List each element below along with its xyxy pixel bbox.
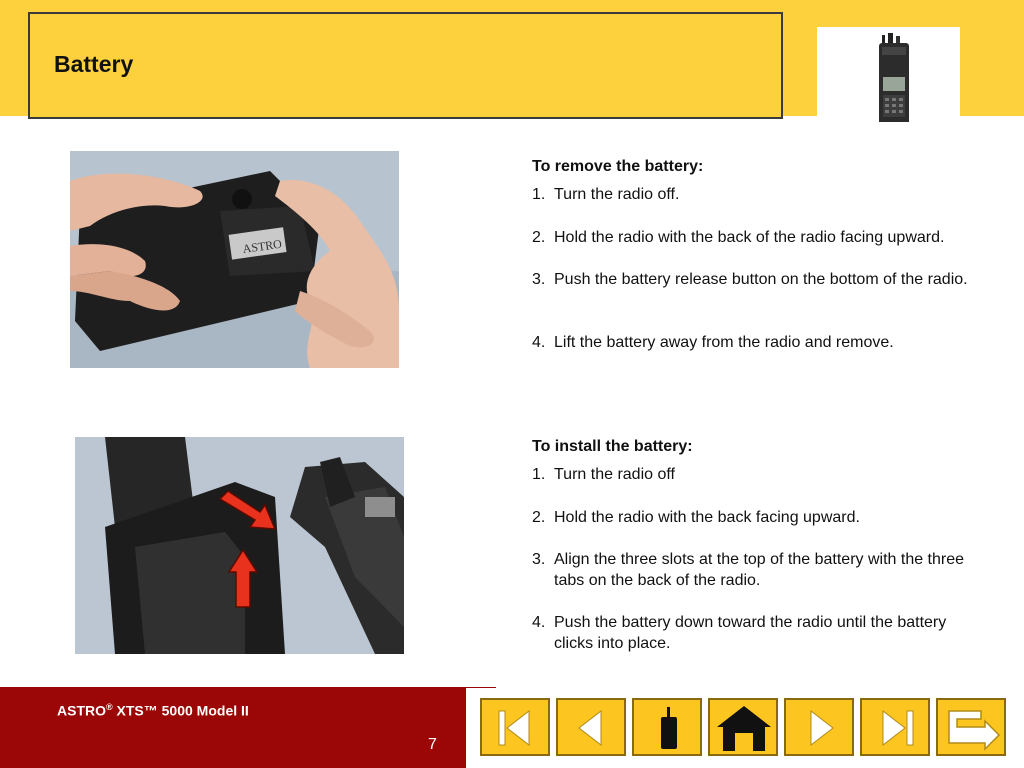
title-box [28,12,783,119]
first-page-button[interactable] [480,698,550,756]
install-step-4: 4. Push the battery down toward the radio until the battery clicks into place. [532,614,947,652]
radio-device-icon [817,27,960,122]
last-page-button[interactable] [860,698,930,756]
remove-heading: To remove the battery: [532,158,704,175]
radio-menu-button[interactable] [632,698,702,756]
svg-text:ASTRO: ASTRO [241,236,283,256]
product-name: ASTRO® XTS™ 5000 Model II [57,702,249,719]
install-step-3: 3. Align the three slots at the top of the battery with the three tabs on the back of the radio. [532,551,965,589]
install-heading: To install the battery: [532,438,693,455]
previous-icon [561,703,623,753]
install-battery-photo [75,437,404,654]
install-step-1: 1. Turn the radio off [532,466,675,483]
home-button[interactable] [708,698,778,756]
page-number: 7 [428,736,437,753]
remove-step-2: 2. Hold the radio with the back of the radio facing upward. [532,229,945,246]
previous-page-button[interactable] [556,698,626,756]
first-page-icon [485,703,547,753]
remove-step-1: 1. Turn the radio off. [532,186,680,203]
install-step-2: 2. Hold the radio with the back facing upward. [532,509,860,526]
exit-icon [941,703,1003,753]
remove-step-3: 3. Push the battery release button on the bottom of the radio. [532,271,968,288]
home-icon [713,703,775,753]
exit-button[interactable] [936,698,1006,756]
remove-battery-photo [70,151,399,368]
next-icon [789,703,851,753]
last-page-icon [865,703,927,753]
footer-band [0,687,496,768]
radio-thumbnail [817,27,960,122]
remove-step-4: 4. Lift the battery away from the radio and remove. [532,334,894,351]
radio-icon [637,703,699,753]
page-title: Battery [54,51,134,77]
next-page-button[interactable] [784,698,854,756]
